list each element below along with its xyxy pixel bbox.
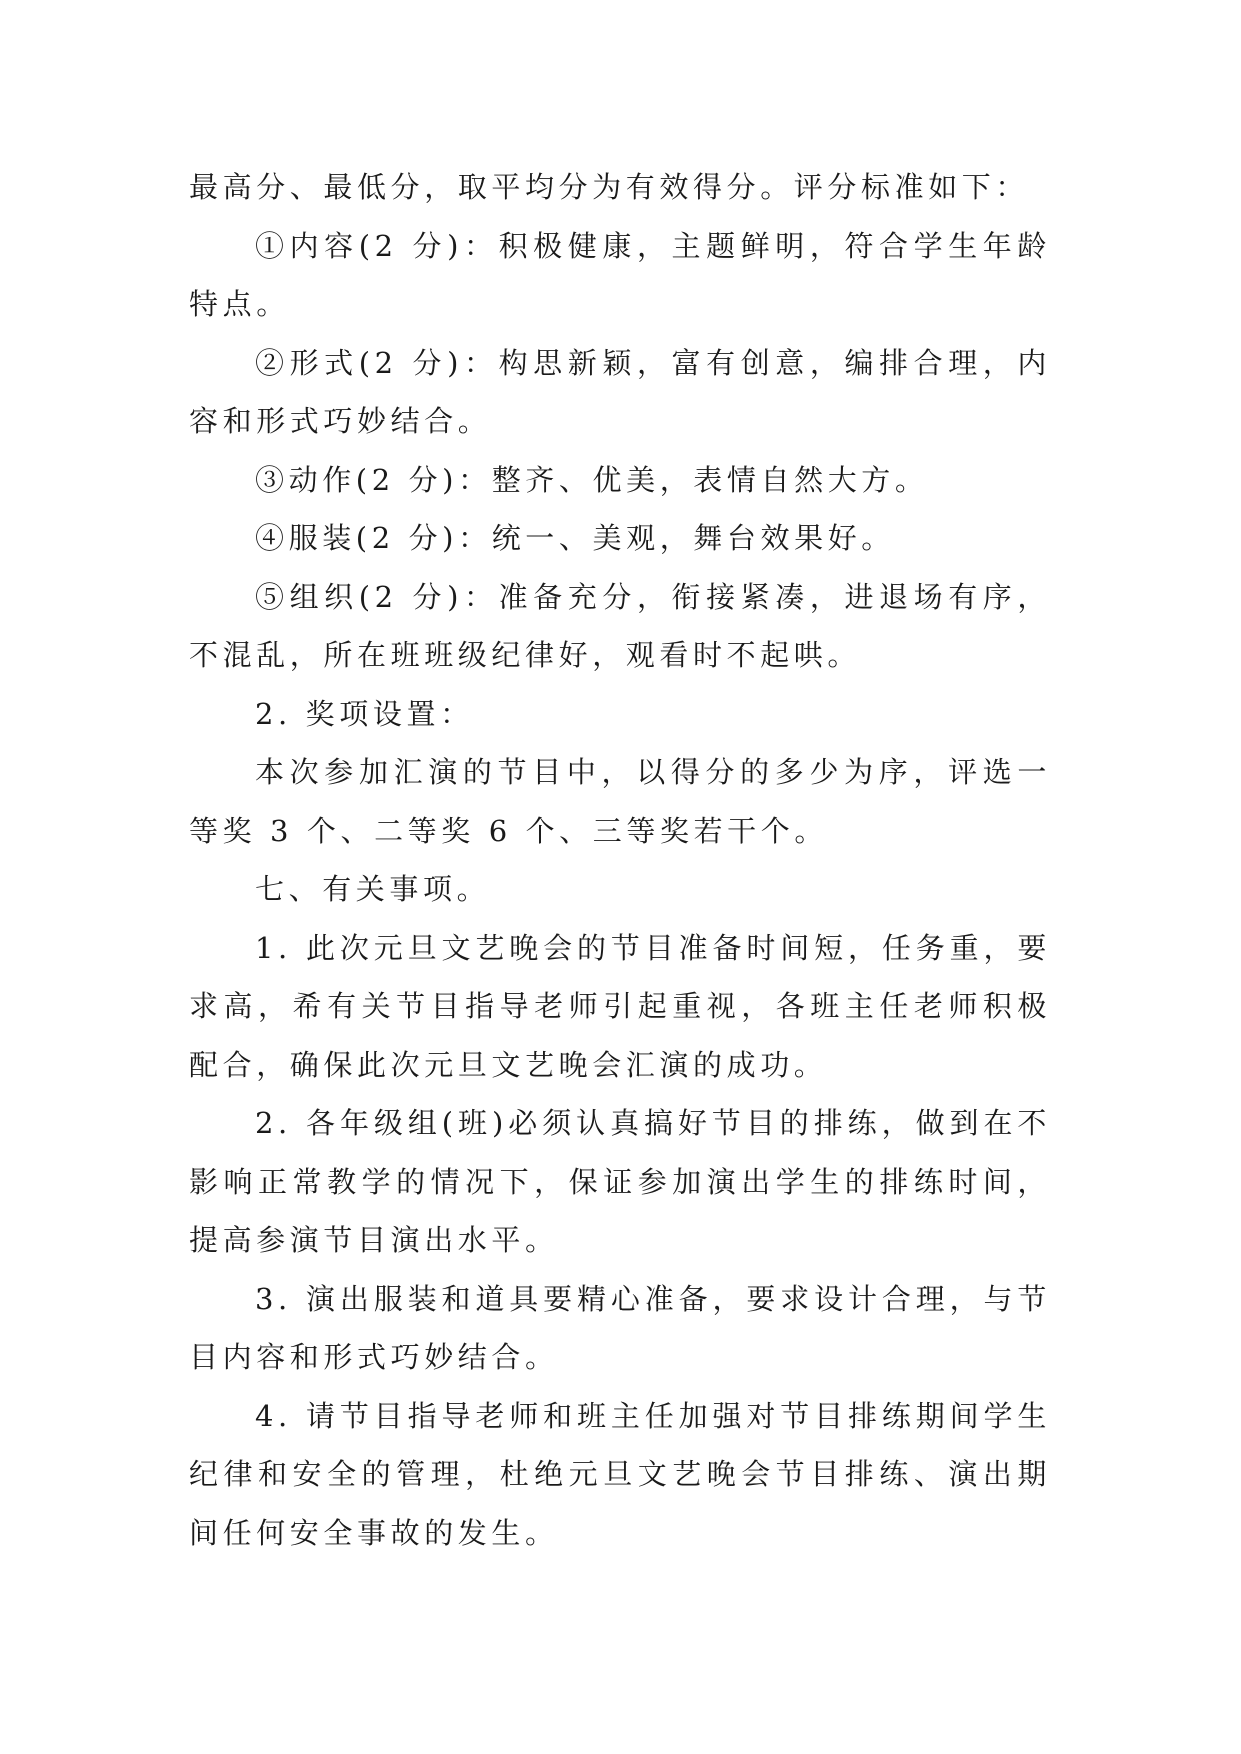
paragraph-criterion-movement: ③动作(2 分)：整齐、优美，表情自然大方。	[255, 462, 929, 497]
paragraph-awards-detail: 本次参加汇演的节目中，以得分的多少为序，评选一等奖 3 个、二等奖 6 个、三等奖若干个。	[189, 755, 1051, 848]
paragraph-matter-1: 1. 此次元旦文艺晚会的节目准备时间短，任务重，要求高，希有关节目指导老师引起重视，各班主任老师积极配合，确保此次元旦文艺晚会汇演的成功。	[189, 930, 1051, 1082]
paragraph-matter-4: 4. 请节目指导老师和班主任加强对节目排练期间学生纪律和安全的管理，杜绝元旦文艺晚会节目排练、演出期间任何安全事故的发生。	[189, 1398, 1051, 1550]
paragraph-matter-2: 2. 各年级组(班)必须认真搞好节目的排练，做到在不影响正常教学的情况下，保证参加演出学生的排练时间，提高参演节目演出水平。	[189, 1106, 1051, 1257]
paragraph-criterion-form: ②形式(2 分)：构思新颖，富有创意，编排合理，内容和形式巧妙结合。	[189, 345, 1051, 438]
heading-related-matters: 七、有关事项。	[255, 872, 491, 906]
paragraph-criterion-organization: ⑤组织(2 分)：准备充分，衔接紧凑，进退场有序，不混乱，所在班班级纪律好，观看时不起哄。	[189, 579, 1051, 672]
paragraph-criterion-content: ①内容(2 分)：积极健康，主题鲜明，符合学生年龄特点。	[189, 228, 1051, 321]
document-body	[189, 158, 1051, 1562]
paragraph-criterion-costume: ④服装(2 分)：统一、美观，舞台效果好。	[255, 521, 895, 555]
heading-awards: 2. 奖项设置：	[255, 696, 474, 731]
paragraph-scoring-intro: 最高分、最低分，取平均分为有效得分。评分标准如下：	[189, 170, 1030, 204]
paragraph-matter-3: 3. 演出服装和道具要精心准备，要求设计合理，与节目内容和形式巧妙结合。	[189, 1281, 1051, 1374]
